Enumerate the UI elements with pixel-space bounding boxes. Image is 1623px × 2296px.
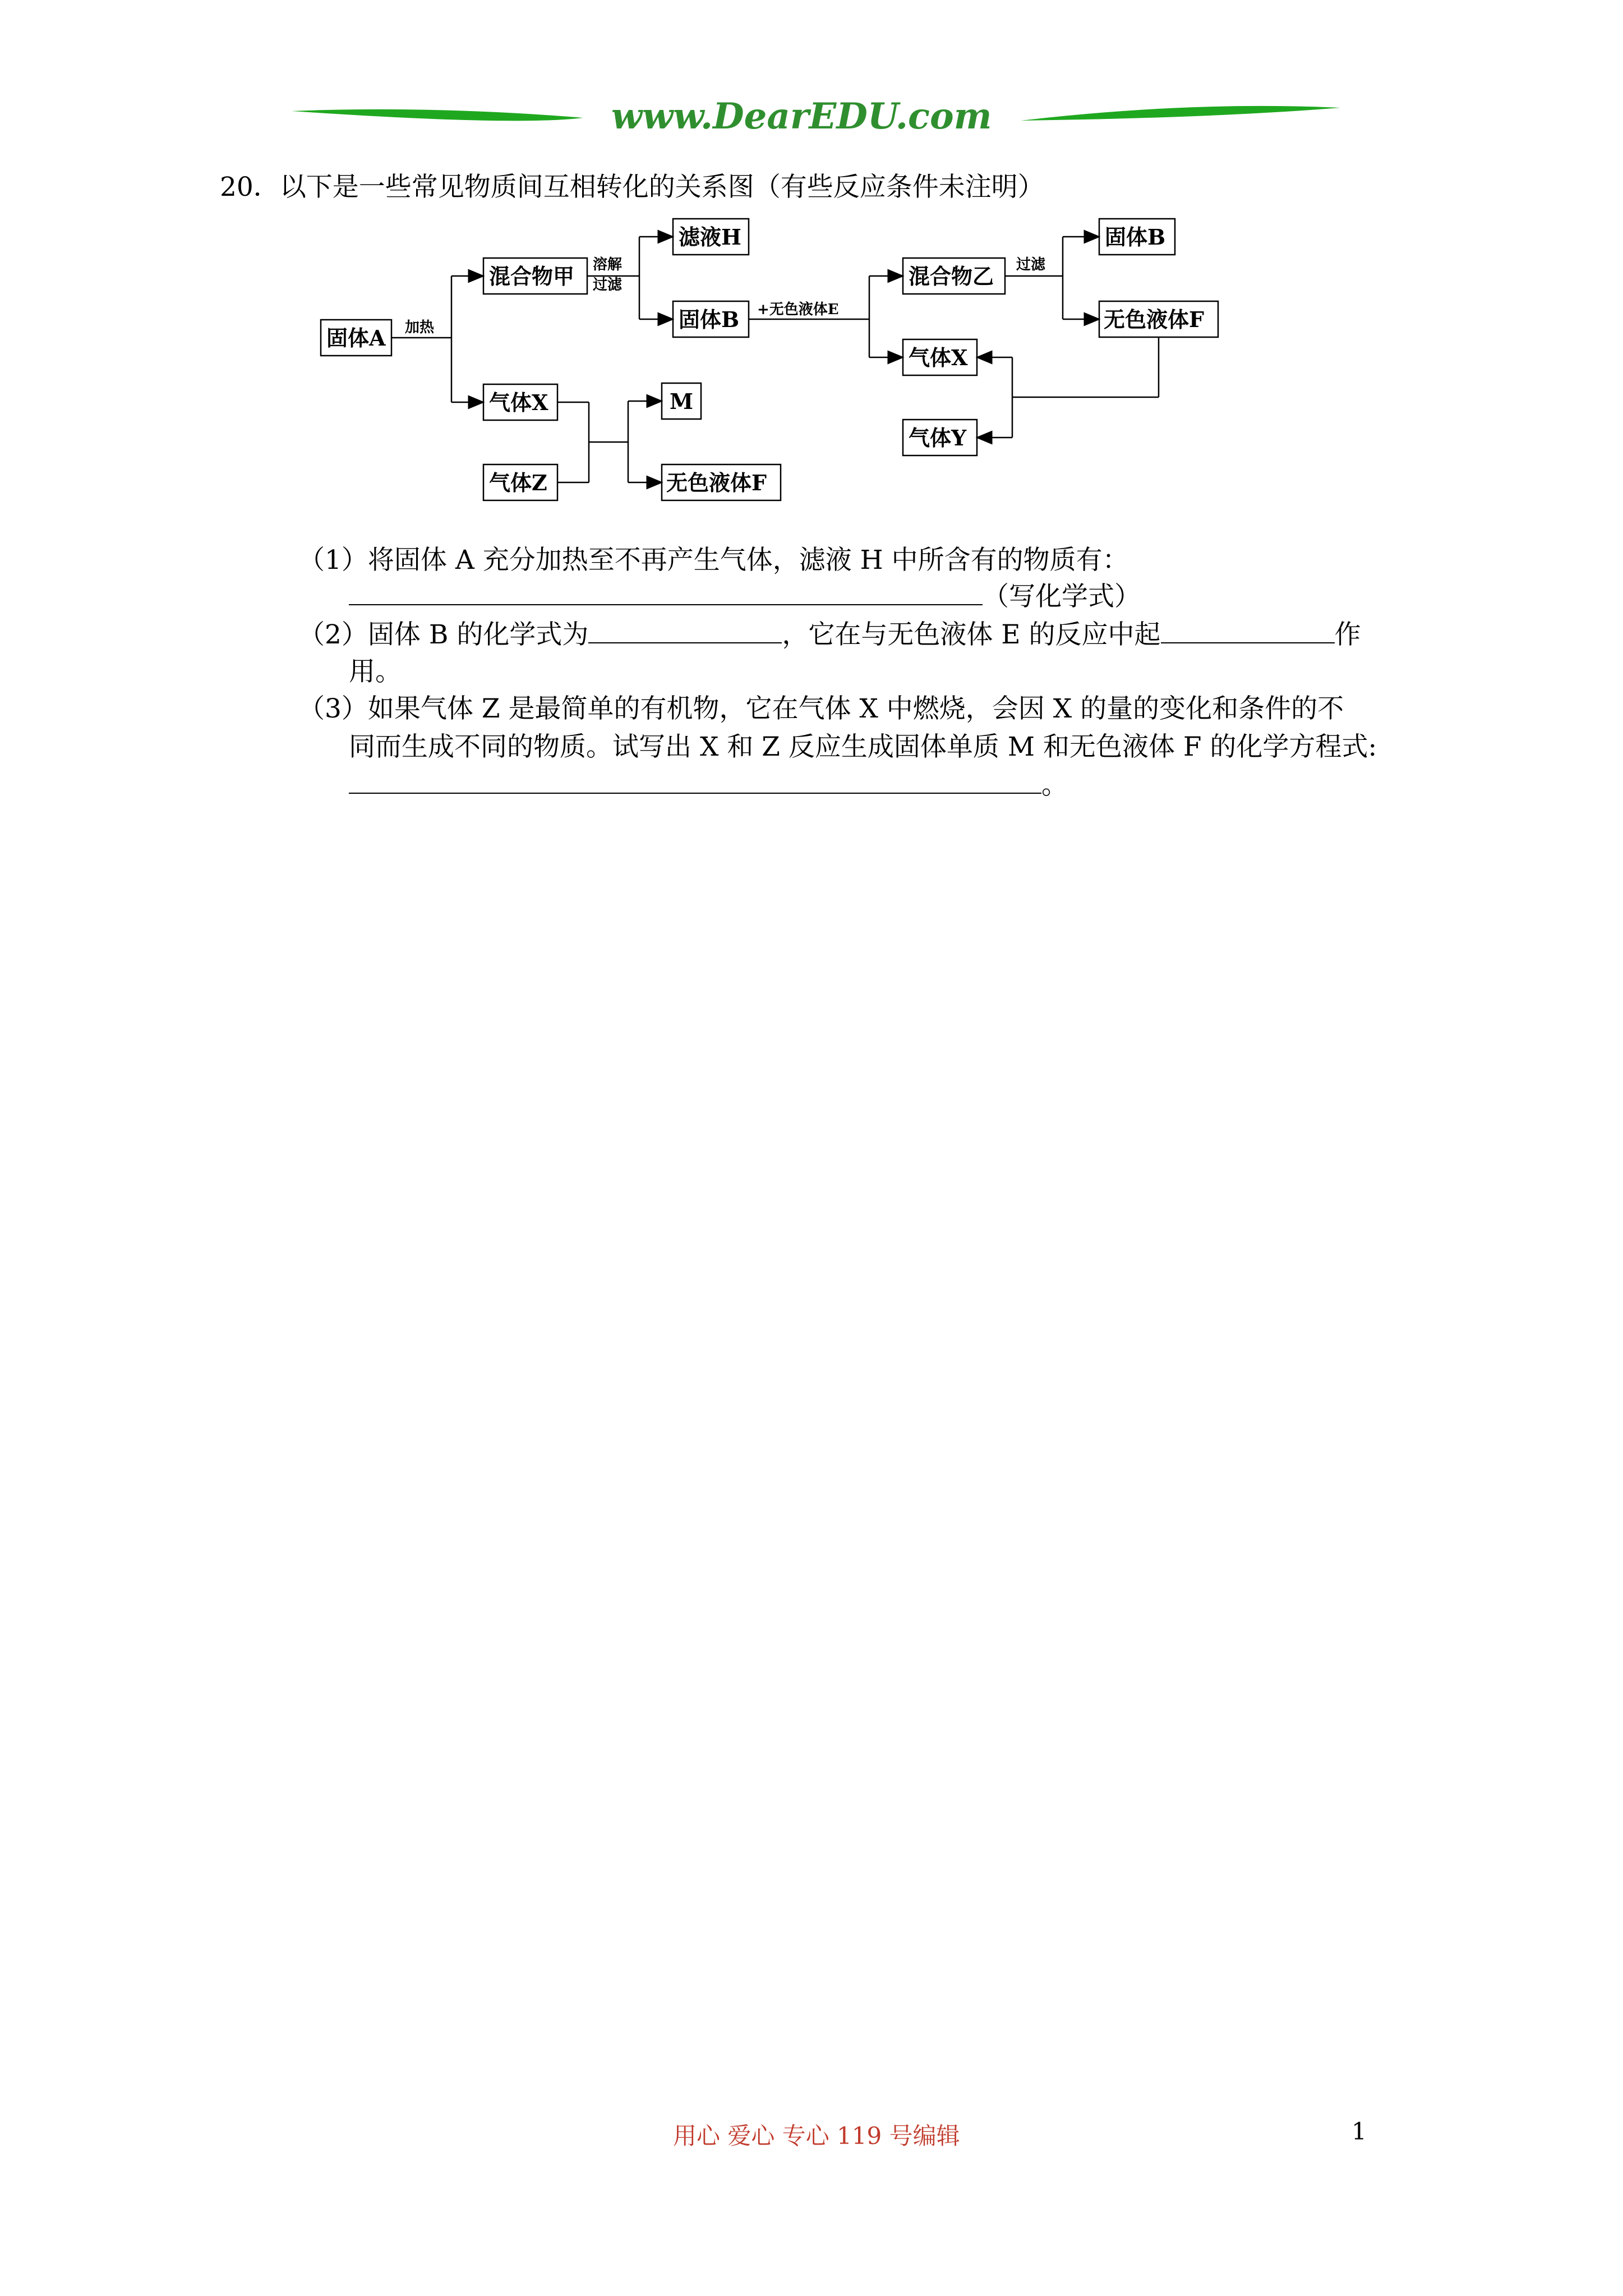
node-filtrate-h: 滤液H [679,224,741,250]
node-m: M [670,389,694,414]
label-filter-2: 过滤 [1016,256,1046,273]
subquestion-2-text-a: 固体 B 的化学式为 [367,619,589,650]
subquestion-3 [298,690,1344,728]
answer-blank-1[interactable] [349,582,983,605]
page-number: 1 [1352,2118,1367,2145]
question-stem-text: 以下是一些常见物质间互相转化的关系图（有些反应条件未注明） [279,172,1044,203]
answer-blank-2b[interactable] [1161,620,1335,643]
subquestion-2-text-b: ，它在与无色液体 E 的反应中起 [782,619,1161,650]
subquestion-3-answer-line [349,766,1068,804]
subquestion-2-label: （2） [298,619,368,650]
subquestion-2-line2: 用。 [349,656,402,687]
node-gas-x-left: 气体X [489,390,548,415]
node-liquid-f-right: 无色液体F [1104,307,1204,332]
header-site-name: www.DearEDU.com [611,95,992,137]
header-banner [292,95,1340,146]
reaction-flow-diagram [314,213,1267,516]
label-heat: 加热 [405,319,435,336]
footer-text: 用心 爱心 专心 119 号编辑 [673,2122,960,2150]
label-filter: 过滤 [593,277,623,293]
node-gas-x-right: 气体X [909,345,968,370]
subquestion-2-text-c: 作 [1334,619,1361,650]
subquestion-1-label: （1） [298,545,368,576]
node-solid-b-right: 固体B [1105,224,1166,250]
node-solid-a: 固体A [326,325,386,351]
subquestion-1-text: 将固体 A 充分加热至不再产生气体，滤液 H 中所含有的物质有： [367,545,1129,576]
subquestion-3-line1: 如果气体 Z 是最简单的有机物，它在气体 X 中燃烧，会因 X 的量的变化和条件的不 [367,693,1344,724]
node-mixture-jia: 混合物甲 [489,264,575,289]
subquestion-1-answer-line [349,578,1141,616]
subquestion-1-suffix: （写化学式） [983,581,1141,612]
subquestion-2 [298,616,1361,654]
subquestion-3-label: （3） [298,693,368,724]
node-solid-b-left: 固体B [679,307,740,332]
question-stem [220,168,1044,206]
answer-blank-3[interactable] [349,770,1041,794]
subquestion-1 [298,541,1129,579]
node-gas-z: 气体Z [489,470,547,495]
question-number: 20． [220,172,280,203]
answer-blank-2a[interactable] [588,620,782,643]
node-liquid-f-bottom: 无色液体F [666,470,767,495]
subquestion-3-line2: 同而生成不同的物质。试写出 X 和 Z 反应生成固体单质 M 和无色液体 F 的化学方程式: [349,731,1377,762]
subquestion-3-end: 。 [1041,770,1068,800]
label-dissolve: 溶解 [593,256,623,273]
node-mixture-yi: 混合物乙 [909,264,994,289]
node-gas-y: 气体Y [909,425,967,450]
label-add-liquid-e: +无色液体E [757,301,839,318]
